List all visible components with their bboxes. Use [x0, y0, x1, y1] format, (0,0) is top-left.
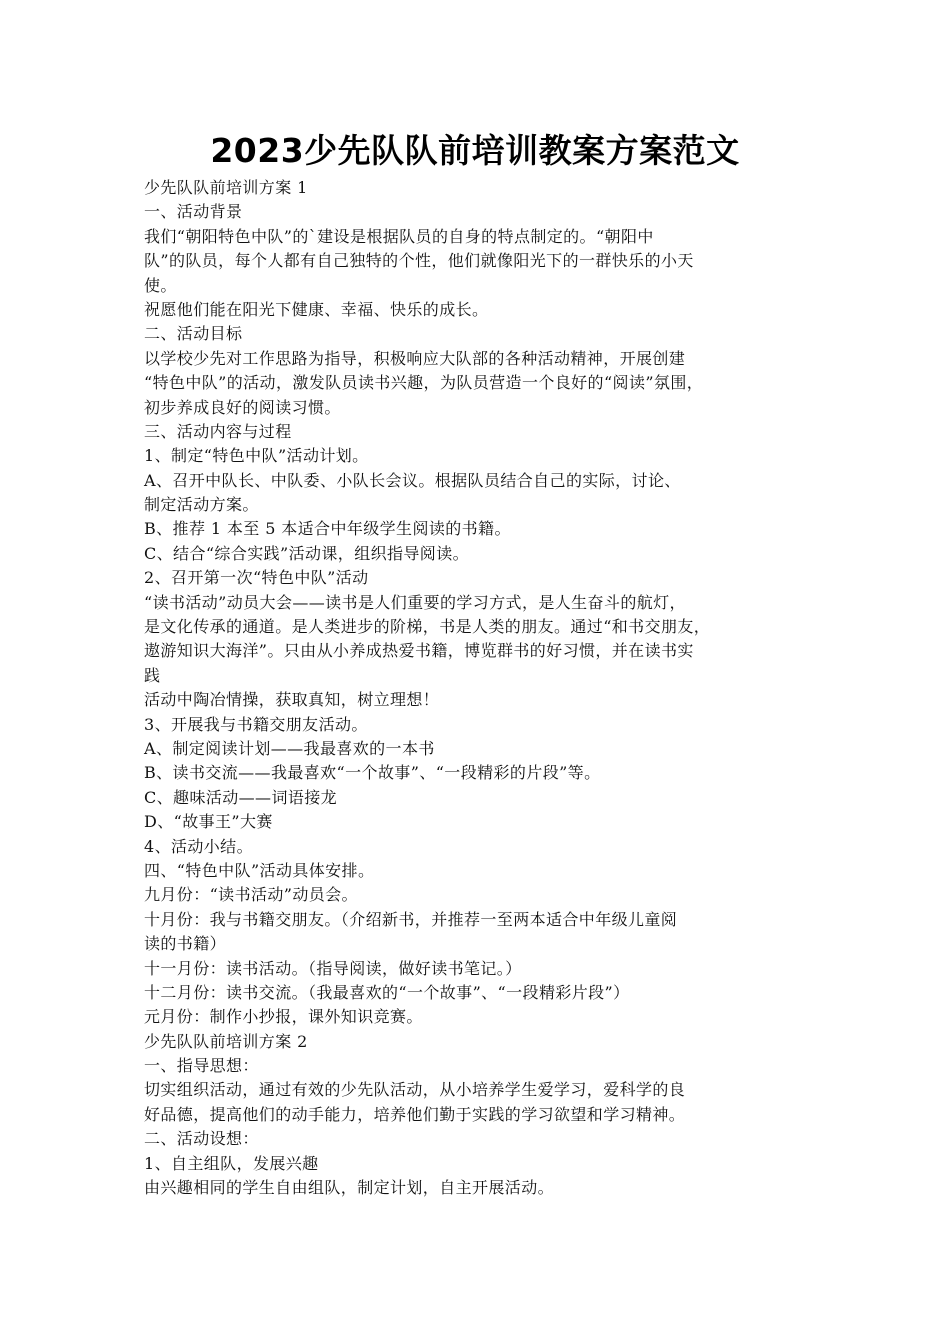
text-line: 践	[144, 665, 161, 685]
text-line: 1、自主组队，发展兴趣	[144, 1153, 319, 1173]
text-line: 队”的队员，每个人都有自己独特的个性，他们就像阳光下的一群快乐的小天	[144, 251, 694, 271]
text-line: 是文化传承的通道。是人类进步的阶梯，书是人类的朋友。通过“和书交朋友，	[144, 617, 711, 637]
text-line: 一、活动背景	[144, 202, 243, 222]
text-line: 3、开展我与书籍交朋友活动。	[144, 714, 368, 734]
text-line: 十一月份：读书活动。（指导阅读，做好读书笔记。）	[144, 958, 522, 978]
text-line: 九月份：“读书活动”动员会。	[144, 885, 358, 905]
text-line: 我们“朝阳特色中队”的`建设是根据队员的自身的特点制定的。“朝阳中	[144, 226, 654, 246]
text-line: 1、制定“特色中队”活动计划。	[144, 446, 369, 466]
text-line: 少先队队前培训方案 1	[144, 178, 308, 197]
text-line: 由兴趣相同的学生自由组队，制定计划，自主开展活动。	[144, 1178, 555, 1198]
text-line: B、推荐 1 本至 5 本适合中年级学生阅读的书籍。	[144, 519, 511, 539]
text-line: 4、活动小结。	[144, 836, 253, 856]
text-line: C、趣味活动——词语接龙	[144, 787, 338, 807]
text-line: 祝愿他们能在阳光下健康、幸福、快乐的成长。	[144, 299, 489, 319]
text-line: 活动中陶冶情操，获取真知，树立理想！	[144, 690, 440, 710]
document-title: 2023少先队队前培训教案方案范文	[210, 131, 740, 170]
text-line: 切实组织活动，通过有效的少先队活动，从小培养学生爱学习，爱科学的良	[144, 1080, 686, 1100]
text-line: “特色中队”的活动，激发队员读书兴趣，为队员营造一个良好的“阅读”氛围，	[144, 373, 704, 393]
text-line: 好品德，提高他们的动手能力，培养他们勤于实践的学习欲望和学习精神。	[144, 1104, 686, 1124]
text-line: A、召开中队长、中队委、小队长会议。根据队员结合自己的实际，讨论、	[144, 470, 681, 490]
text-line: 四、“特色中队”活动具体安排。	[144, 860, 375, 880]
text-line: 少先队队前培训方案 2	[144, 1031, 308, 1051]
text-line: 以学校少先对工作思路为指导，积极响应大队部的各种活动精神，开展创建	[144, 348, 686, 368]
text-line: B、读书交流——我最喜欢“一个故事”、“一段精彩的片段”等。	[144, 763, 601, 783]
text-line: 三、活动内容与过程	[144, 421, 292, 441]
text-line: 十二月份：读书交流。（我最喜欢的“一个故事”、“一段精彩片段”）	[144, 982, 630, 1002]
document-body	[144, 176, 824, 1200]
text-line: 遨游知识大海洋”。只由从小养成热爱书籍，博览群书的好习惯，并在读书实	[144, 641, 694, 661]
text-line: 一、指导思想：	[144, 1056, 259, 1076]
text-line: 使。	[144, 275, 177, 295]
text-line: 十月份：我与书籍交朋友。（介绍新书，并推荐一至两本适合中年级儿童阅	[144, 909, 678, 929]
text-line: 初步养成良好的阅读习惯。	[144, 397, 341, 417]
text-line: “读书活动”动员大会——读书是人们重要的学习方式，是人生奋斗的航灯，	[144, 592, 686, 612]
text-line: C、结合“综合实践”活动课，组织指导阅读。	[144, 543, 470, 563]
text-line: D、“故事王”大赛	[144, 812, 273, 832]
text-line: 2、召开第一次“特色中队”活动	[144, 568, 369, 588]
text-line: 元月份：制作小抄报，课外知识竞赛。	[144, 1007, 423, 1027]
text-line: 二、活动目标	[144, 324, 243, 344]
text-line: 二、活动设想：	[144, 1129, 259, 1149]
text-line: 读的书籍）	[144, 934, 227, 954]
text-line: 制定活动方案。	[144, 495, 259, 515]
text-line: A、制定阅读计划——我最喜欢的一本书	[144, 738, 435, 758]
